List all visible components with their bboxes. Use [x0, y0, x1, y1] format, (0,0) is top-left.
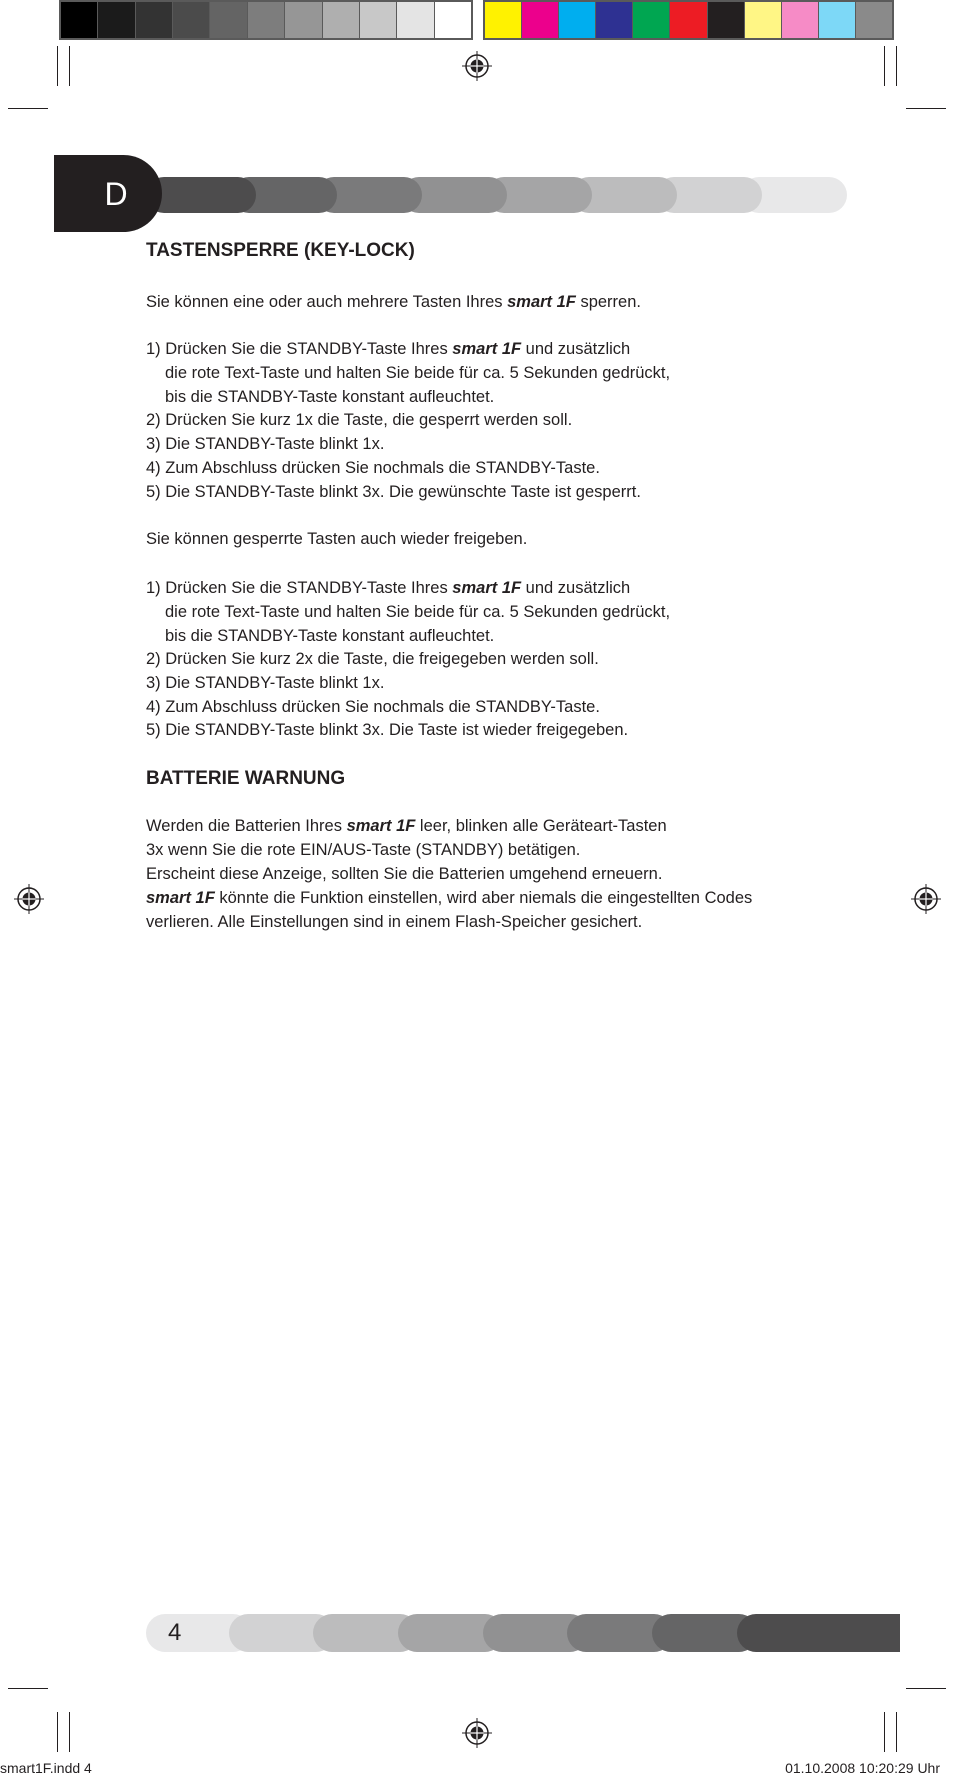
registration-mark-icon	[14, 884, 44, 914]
calibration-swatch	[61, 2, 97, 38]
registration-mark-icon	[462, 51, 492, 81]
crop-mark	[57, 1712, 58, 1752]
paragraph-line: Werden die Batterien Ihres smart 1F leer, blinken alle Geräteart-Tasten	[146, 817, 667, 835]
list-item-continuation: bis die STANDBY-Taste konstant aufleuchtet.	[165, 388, 495, 406]
paragraph-line: verlieren. Alle Einstellungen sind in einem Flash-Speicher gesichert.	[146, 913, 643, 931]
calibration-swatch	[559, 2, 595, 38]
grayscale-calibration-bar	[59, 0, 473, 40]
brand-name: smart 1F	[507, 293, 576, 311]
list-item: 1) Drücken Sie die STANDBY-Taste Ihres smart 1F und zusätzlich	[146, 579, 631, 597]
calibration-swatch	[210, 2, 246, 38]
calibration-swatch	[782, 2, 818, 38]
calibration-swatch	[360, 2, 396, 38]
keylock-heading: TASTENSPERRE (KEY-LOCK)	[146, 240, 415, 261]
crop-mark	[57, 46, 58, 86]
keylock-intro: Sie können eine oder auch mehrere Tasten Ihres smart 1F sperren.	[146, 293, 641, 311]
crop-mark	[8, 108, 48, 109]
battery-heading: BATTERIE WARNUNG	[146, 768, 346, 789]
calibration-swatch	[173, 2, 209, 38]
calibration-swatch	[435, 2, 471, 38]
brand-name: smart 1F	[346, 817, 416, 835]
list-item: 4) Zum Abschluss drücken Sie nochmals die STANDBY-Taste.	[146, 459, 600, 477]
list-item: 5) Die STANDBY-Taste blinkt 3x. Die gewünschte Taste ist gesperrt.	[146, 483, 641, 501]
crop-mark	[906, 1688, 946, 1689]
crop-mark	[884, 1712, 885, 1752]
registration-mark-icon	[462, 1718, 492, 1748]
date-slug: 01.10.2008 10:20:29 Uhr	[785, 1760, 940, 1776]
registration-mark-icon	[911, 884, 941, 914]
list-item: 3) Die STANDBY-Taste blinkt 1x.	[146, 674, 385, 692]
calibration-swatch	[596, 2, 632, 38]
calibration-swatch	[633, 2, 669, 38]
calibration-swatch	[708, 2, 744, 38]
unlock-intro: Sie können gesperrte Tasten auch wieder freigeben.	[146, 530, 528, 548]
crop-mark	[896, 46, 897, 86]
language-tab-letter: D	[104, 175, 128, 212]
brand-name: smart 1F	[146, 889, 215, 907]
calibration-swatch	[98, 2, 134, 38]
paragraph-line: Erscheint diese Anzeige, sollten Sie die Batterien umgehend erneuern.	[146, 865, 663, 883]
list-item-continuation: die rote Text-Taste und halten Sie beide für ca. 5 Sekunden gedrückt,	[165, 603, 671, 621]
list-item: 3) Die STANDBY-Taste blinkt 1x.	[146, 435, 385, 453]
crop-mark	[69, 46, 70, 86]
list-item: 5) Die STANDBY-Taste blinkt 3x. Die Taste ist wieder freigegeben.	[146, 721, 629, 739]
list-item-continuation: die rote Text-Taste und halten Sie beide für ca. 5 Sekunden gedrückt,	[165, 364, 671, 382]
brand-name: smart 1F	[452, 579, 522, 597]
crop-mark	[884, 46, 885, 86]
page-number: 4	[168, 1619, 182, 1646]
calibration-swatch	[485, 2, 521, 38]
paragraph-line: smart 1F könnte die Funktion einstellen, wird aber niemals die eingestellten Codes	[146, 889, 753, 907]
file-slug: smart1F.indd 4	[0, 1760, 92, 1776]
paragraph-line: 3x wenn Sie die rote EIN/AUS-Taste (STANDBY) betätigen.	[146, 841, 581, 859]
list-item: 1) Drücken Sie die STANDBY-Taste Ihres smart 1F und zusätzlich	[146, 340, 631, 358]
calibration-swatch	[522, 2, 558, 38]
list-item: 2) Drücken Sie kurz 1x die Taste, die gesperrt werden soll.	[146, 411, 573, 429]
crop-mark	[906, 108, 946, 109]
list-item: 2) Drücken Sie kurz 2x die Taste, die freigegeben werden soll.	[146, 650, 599, 668]
color-calibration-bar	[483, 0, 894, 40]
calibration-swatch	[248, 2, 284, 38]
calibration-swatch	[819, 2, 855, 38]
calibration-swatch	[670, 2, 706, 38]
list-item: 4) Zum Abschluss drücken Sie nochmals die STANDBY-Taste.	[146, 698, 600, 716]
crop-mark	[69, 1712, 70, 1752]
calibration-swatch	[397, 2, 433, 38]
brand-name: smart 1F	[452, 340, 522, 358]
crop-mark	[8, 1688, 48, 1689]
calibration-swatch	[745, 2, 781, 38]
calibration-swatch	[136, 2, 172, 38]
list-item-continuation: bis die STANDBY-Taste konstant aufleuchtet.	[165, 627, 495, 645]
calibration-swatch	[323, 2, 359, 38]
crop-mark	[896, 1712, 897, 1752]
calibration-swatch	[856, 2, 892, 38]
calibration-swatch	[285, 2, 321, 38]
